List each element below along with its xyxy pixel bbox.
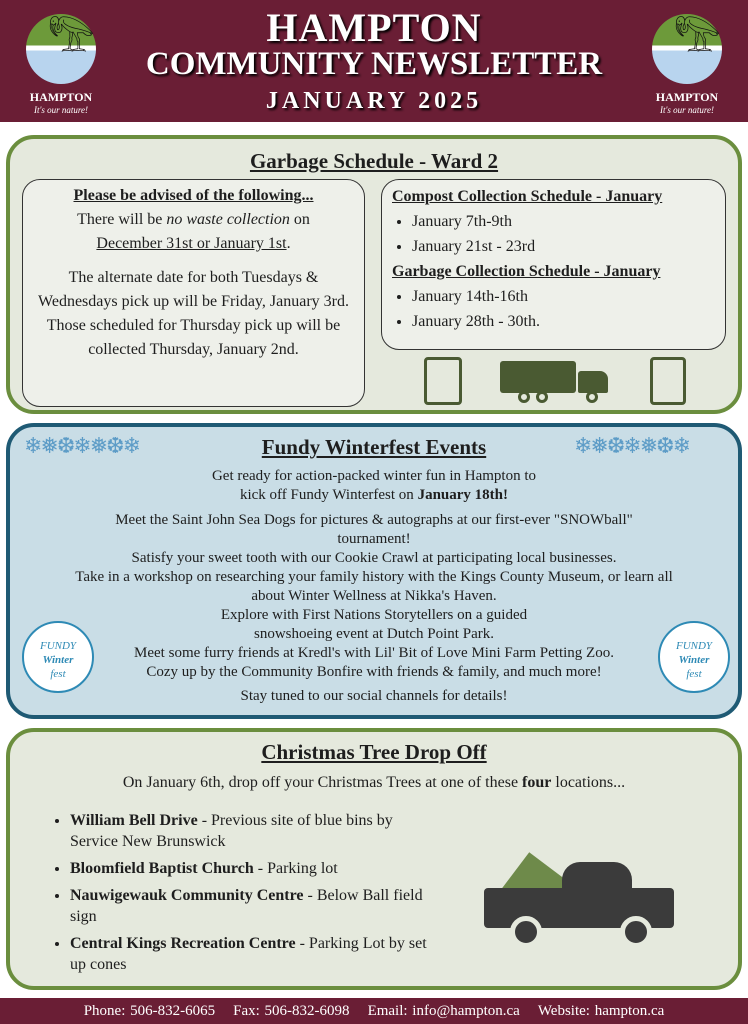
heron-icon: 𓅟 xyxy=(674,18,721,60)
event-line: Cozy up by the Community Bonfire with friends & family, and much more! xyxy=(146,664,602,680)
text: Central Kings Recreation Centre xyxy=(70,935,296,952)
text: Bloomfield Baptist Church xyxy=(70,860,254,877)
text: - Previous site of blue bins by Service New Brunswick xyxy=(70,812,393,850)
newsletter-header xyxy=(0,0,748,122)
intro xyxy=(50,467,698,505)
email-link[interactable]: Email: info@hampton.ca xyxy=(367,1003,520,1019)
no-collection-notice: There will be no waste collection on December 31st or January 1st. xyxy=(77,211,310,252)
text: no waste collection xyxy=(166,211,290,228)
event-line: Explore with First Nations Storytellers on a guided snowshoeing event at Dutch Point Park. xyxy=(220,607,528,642)
phone: Phone: 506-832-6065 xyxy=(83,1003,216,1019)
event-line: Meet the Saint John Sea Dogs for pictures & autographs at our first-ever "SNOWball" tournament! xyxy=(115,512,633,547)
text: on xyxy=(289,211,310,228)
alternate-date-notice: The alternate date for both Tuesdays & Wednesdays pick up will be Friday, January 3rd. xyxy=(38,269,349,310)
text: fest xyxy=(50,668,66,680)
winterfest-body xyxy=(50,467,698,706)
snowflakes-icon: ❄❅❆❄❅❆❄ xyxy=(24,433,140,458)
closing-line: Stay tuned to our social channels for details! xyxy=(240,688,508,704)
tree-dropoff-panel xyxy=(6,728,742,990)
winterfest-logo-right xyxy=(658,621,730,693)
list-item: • January 7th-9th xyxy=(412,209,715,234)
winterfest-logo-left xyxy=(22,621,94,693)
header-date: JANUARY 2025 xyxy=(265,88,483,114)
list-item: • January 14th-16th xyxy=(412,284,715,309)
contact-footer xyxy=(0,998,748,1024)
event-line: Satisfy your sweet tooth with our Cookie Crawl at participating local businesses. xyxy=(131,550,617,566)
list-item xyxy=(70,933,440,975)
collection-box xyxy=(381,179,726,350)
header-subtitle: COMMUNITY NEWSLETTER xyxy=(145,46,603,82)
text: fest xyxy=(686,668,702,680)
garbage-dates xyxy=(392,284,715,334)
event-line: Meet some furry friends at Kredl's with Lil' Bit of Love Mini Farm Petting Zoo. xyxy=(134,645,614,661)
winterfest-title: Fundy Winterfest Events xyxy=(261,435,487,459)
text: - Below Ball field sign xyxy=(70,887,423,925)
list-item: • January 28th - 30th. xyxy=(412,309,715,334)
garbage-schedule-panel xyxy=(6,135,742,414)
logo-name: HAMPTON xyxy=(655,90,719,104)
hampton-logo-right xyxy=(642,6,732,118)
text: - Parking Lot by set up cones xyxy=(70,935,427,973)
list-item xyxy=(70,810,440,852)
list-item xyxy=(70,858,440,879)
text: January 18th! xyxy=(417,487,508,503)
text: On January 6th, drop off your Christmas Trees at one of these xyxy=(122,774,523,791)
logo-tagline: It's our nature! xyxy=(33,105,89,115)
list-item: • January 21st - 23rd xyxy=(412,234,715,259)
text: FUNDY xyxy=(675,640,713,652)
text: Winter xyxy=(678,654,710,666)
logo-name: HAMPTON xyxy=(29,90,93,104)
event-line: Take in a workshop on researching your family history with the Kings County Museum, or learn all about Winter Wellness at Nikka's Haven. xyxy=(75,569,673,604)
notice-heading: Please be advised of the following... xyxy=(73,187,314,204)
notice-box xyxy=(22,179,365,407)
winterfest-panel xyxy=(6,423,742,719)
fax: Fax: 506-832-6098 xyxy=(233,1003,350,1019)
website-link[interactable]: Website: hampton.ca xyxy=(537,1003,665,1019)
text: - Parking lot xyxy=(253,860,338,877)
logo-tagline: It's our nature! xyxy=(659,105,715,115)
text: William Bell Drive xyxy=(70,812,198,829)
trees-intro xyxy=(10,774,738,792)
text: locations... xyxy=(551,774,626,791)
garbage-truck-icon xyxy=(500,361,610,405)
garbage-bin-icon xyxy=(650,357,686,405)
list-item xyxy=(70,885,440,927)
header-title: HAMPTON xyxy=(266,5,482,50)
text: Get ready for action-packed winter fun in Hampton to kick off Fundy Winterfest on xyxy=(211,468,537,503)
compost-dates xyxy=(392,209,715,259)
text: There will be xyxy=(77,211,167,228)
heron-icon: 𓅟 xyxy=(48,18,95,60)
trees-title: Christmas Tree Drop Off xyxy=(261,740,487,764)
text: Winter xyxy=(42,654,74,666)
text: December 31st or January 1st xyxy=(96,235,287,252)
snowflakes-icon: ❄❅❆❄❅❆❄ xyxy=(574,433,690,458)
garbage-title: Garbage Schedule - Ward 2 xyxy=(249,149,499,173)
truck-with-tree-icon xyxy=(484,852,684,962)
text: four xyxy=(522,774,552,791)
compost-bin-icon xyxy=(424,357,462,405)
garbage-heading: Garbage Collection Schedule - January xyxy=(392,263,661,280)
compost-heading: Compost Collection Schedule - January xyxy=(392,188,663,205)
thursday-notice: Those scheduled for Thursday pick up will be collected Thursday, January 2nd. xyxy=(46,317,341,358)
text: FUNDY xyxy=(39,640,77,652)
text: Nauwigewauk Community Centre xyxy=(70,887,304,904)
locations-list xyxy=(50,810,440,975)
